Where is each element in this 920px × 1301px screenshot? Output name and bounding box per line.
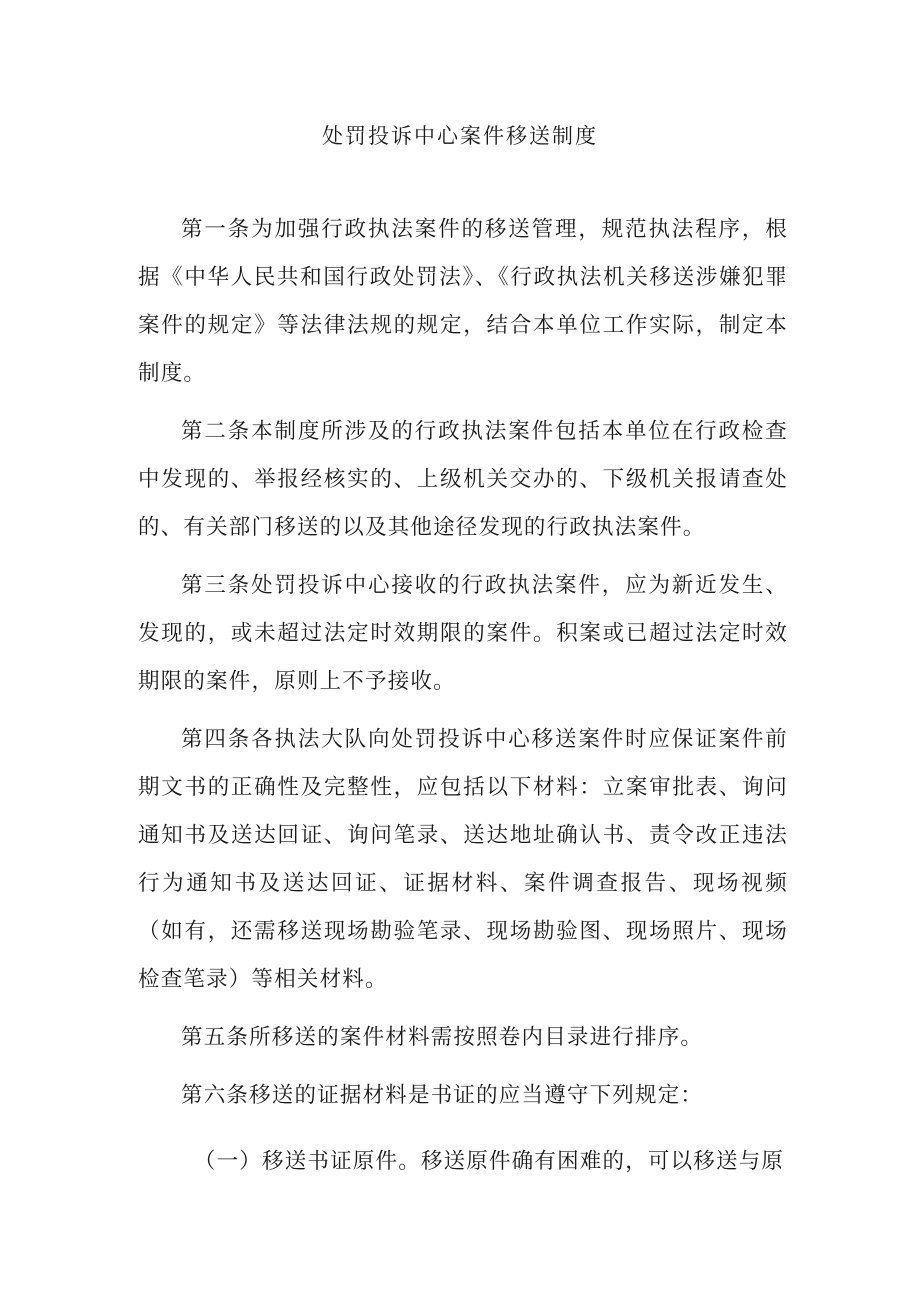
- article-1: 第一条为加强行政执法案件的移送管理，规范执法程序，根据《中华人民共和国行政处罚法》、《行政执法机关移送涉嫌犯罪案件的规定》等法律法规的规定，结合本单位工作实际，制定本制度。: [138, 217, 788, 386]
- article-4: 第四条各执法大队向处罚投诉中心移送案件时应保证案件前期文书的正确性及完整性，应包括以下材料：立案审批表、询问通知书及送达回证、询问笔录、送达地址确认书、责令改正违法行为通知书及送达回证、证据材料、案件调查报告、现场视频（如有，还需移送现场勘验笔录、现场勘验图、现场照片、现场检查笔录）等相关材料。: [138, 727, 788, 992]
- document-title: 处罚投诉中心案件移送制度: [322, 124, 598, 148]
- document-body: [138, 206, 788, 1186]
- list-item: （一）移送书证原件。移送原件确有困难的，可以移送与原: [193, 1149, 785, 1174]
- article-6: 第六条移送的证据材料是书证的应当遵守下列规定：: [181, 1083, 704, 1108]
- article-2: 第二条本制度所涉及的行政执法案件包括本单位在行政检查中发现的、举报经核实的、上级机关交办的、下级机关报请查处的、有关部门移送的以及其他途径发现的行政执法案件。: [138, 419, 788, 540]
- article-5: 第五条所移送的案件材料需按照卷内目录进行排序。: [181, 1025, 704, 1050]
- article-3: 第三条处罚投诉中心接收的行政执法案件，应为新近发生、发现的，或未超过法定时效期限的案件。积案或已超过法定时效期限的案件，原则上不予接收。: [138, 573, 788, 694]
